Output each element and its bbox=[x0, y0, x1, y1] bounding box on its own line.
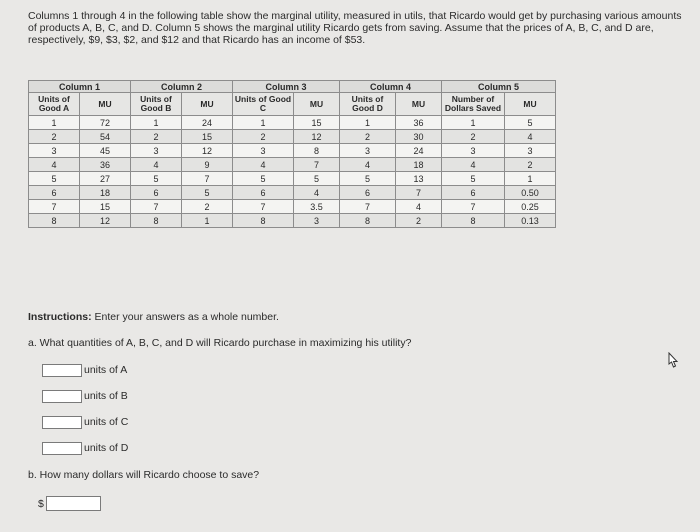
table-row bbox=[29, 116, 556, 130]
table-cell: 1 bbox=[131, 116, 182, 130]
table-cell: 7 bbox=[233, 200, 294, 214]
table-cell: 36 bbox=[80, 158, 131, 172]
table-cell: 13 bbox=[396, 172, 442, 186]
table-cell: 4 bbox=[294, 186, 340, 200]
table-cell: 18 bbox=[396, 158, 442, 172]
column-header: Number of Dollars Saved bbox=[442, 93, 505, 116]
table-cell: 6 bbox=[29, 186, 80, 200]
table-cell: 4 bbox=[131, 158, 182, 172]
table-cell: 2 bbox=[29, 130, 80, 144]
table-cell: 8 bbox=[340, 214, 396, 228]
instructions-label: Instructions: bbox=[28, 311, 92, 323]
table-cell: 7 bbox=[442, 200, 505, 214]
table-cell: 3 bbox=[505, 144, 556, 158]
table-cell: 1 bbox=[442, 116, 505, 130]
table-cell: 1 bbox=[505, 172, 556, 186]
units-c-label: units of C bbox=[84, 416, 129, 428]
units-c-input[interactable] bbox=[42, 416, 82, 429]
column-header: MU bbox=[505, 93, 556, 116]
table-cell: 24 bbox=[182, 116, 233, 130]
table-cell: 5 bbox=[131, 172, 182, 186]
table-cell: 0.50 bbox=[505, 186, 556, 200]
answer-row-a bbox=[42, 363, 127, 377]
table-cell: 4 bbox=[442, 158, 505, 172]
table-cell: 2 bbox=[182, 200, 233, 214]
table-cell: 8 bbox=[131, 214, 182, 228]
table-cell: 0.25 bbox=[505, 200, 556, 214]
table-cell: 12 bbox=[182, 144, 233, 158]
table-cell: 2 bbox=[233, 130, 294, 144]
table-cell: 3 bbox=[442, 144, 505, 158]
instructions-text: Enter your answers as a whole number. bbox=[91, 311, 279, 323]
column-header: Units of Good C bbox=[233, 93, 294, 116]
table-cell: 7 bbox=[396, 186, 442, 200]
column-header: MU bbox=[396, 93, 442, 116]
table-group-header-row bbox=[29, 81, 556, 93]
table-cell: 7 bbox=[340, 200, 396, 214]
table-cell: 6 bbox=[233, 186, 294, 200]
table-cell: 8 bbox=[233, 214, 294, 228]
instructions bbox=[28, 311, 279, 323]
table-cell: 15 bbox=[294, 116, 340, 130]
table-cell: 6 bbox=[442, 186, 505, 200]
answer-row-savings bbox=[38, 496, 103, 511]
table-cell: 18 bbox=[80, 186, 131, 200]
table-cell: 6 bbox=[340, 186, 396, 200]
table-cell: 5 bbox=[29, 172, 80, 186]
dollar-prefix: $ bbox=[38, 497, 44, 510]
column-header: Units of Good D bbox=[340, 93, 396, 116]
table-cell: 4 bbox=[396, 200, 442, 214]
answer-row-d bbox=[42, 441, 128, 455]
table-cell: 1 bbox=[233, 116, 294, 130]
table-cell: 1 bbox=[340, 116, 396, 130]
table-cell: 4 bbox=[505, 130, 556, 144]
table-cell: 5 bbox=[505, 116, 556, 130]
answer-row-c bbox=[42, 415, 128, 429]
table-cell: 7 bbox=[294, 158, 340, 172]
table-column-header-row bbox=[29, 93, 556, 116]
table-cell: 3.5 bbox=[294, 200, 340, 214]
table-cell: 7 bbox=[29, 200, 80, 214]
table-row bbox=[29, 186, 556, 200]
column-header: MU bbox=[182, 93, 233, 116]
table-cell: 5 bbox=[233, 172, 294, 186]
table-row bbox=[29, 214, 556, 228]
units-a-label: units of A bbox=[84, 364, 128, 376]
table-cell: 36 bbox=[396, 116, 442, 130]
table-cell: 15 bbox=[80, 200, 131, 214]
table-body bbox=[29, 116, 556, 228]
table-cell: 7 bbox=[131, 200, 182, 214]
table-cell: 2 bbox=[442, 130, 505, 144]
question-b: b. How many dollars will Ricardo choose to save? bbox=[28, 469, 260, 481]
answer-row-b bbox=[42, 389, 128, 403]
table-row bbox=[29, 130, 556, 144]
table-cell: 6 bbox=[131, 186, 182, 200]
table-cell: 2 bbox=[396, 214, 442, 228]
table-cell: 3 bbox=[340, 144, 396, 158]
group-header: Column 3 bbox=[233, 81, 340, 93]
table-cell: 27 bbox=[80, 172, 131, 186]
units-d-label: units of D bbox=[84, 442, 129, 454]
table-cell: 1 bbox=[182, 214, 233, 228]
table-cell: 3 bbox=[131, 144, 182, 158]
group-header: Column 2 bbox=[131, 81, 233, 93]
table-cell: 30 bbox=[396, 130, 442, 144]
question-a: a. What quantities of A, B, C, and D will Ricardo purchase in maximizing his utility? bbox=[28, 337, 412, 349]
pointer-cursor-icon bbox=[665, 352, 681, 370]
problem-statement: Columns 1 through 4 in the following table show the marginal utility, measured in utils, that Ricardo would get by purchasing various amounts of products A, B, C, and D. Column 5 shows the marginal utility Ricardo gets from saving. Assume that the prices of A, B, C, and D are, respectively, $9, $3, $2, and $12 and that Ricardo has an income of $53. bbox=[28, 10, 682, 46]
table-cell: 2 bbox=[505, 158, 556, 172]
table-row bbox=[29, 158, 556, 172]
table-row bbox=[29, 200, 556, 214]
table-cell: 1 bbox=[29, 116, 80, 130]
column-header: MU bbox=[294, 93, 340, 116]
table-cell: 8 bbox=[29, 214, 80, 228]
table-row bbox=[29, 172, 556, 186]
table-cell: 45 bbox=[80, 144, 131, 158]
table-cell: 3 bbox=[294, 214, 340, 228]
units-b-label: units of B bbox=[84, 390, 128, 402]
group-header: Column 4 bbox=[340, 81, 442, 93]
group-header: Column 5 bbox=[442, 81, 556, 93]
table-cell: 4 bbox=[29, 158, 80, 172]
table-row bbox=[29, 144, 556, 158]
table-cell: 9 bbox=[182, 158, 233, 172]
column-header: Units of Good B bbox=[131, 93, 182, 116]
table-cell: 8 bbox=[442, 214, 505, 228]
table-cell: 5 bbox=[294, 172, 340, 186]
table-cell: 5 bbox=[442, 172, 505, 186]
table-cell: 7 bbox=[182, 172, 233, 186]
dollars-saved-input[interactable] bbox=[46, 496, 101, 511]
units-a-input[interactable] bbox=[42, 364, 82, 377]
units-b-input[interactable] bbox=[42, 390, 82, 403]
table-cell: 12 bbox=[294, 130, 340, 144]
marginal-utility-table bbox=[28, 80, 556, 228]
table-cell: 24 bbox=[396, 144, 442, 158]
table-cell: 4 bbox=[340, 158, 396, 172]
table-cell: 3 bbox=[233, 144, 294, 158]
table-cell: 8 bbox=[294, 144, 340, 158]
group-header: Column 1 bbox=[29, 81, 131, 93]
table-cell: 72 bbox=[80, 116, 131, 130]
column-header: MU bbox=[80, 93, 131, 116]
table-cell: 2 bbox=[340, 130, 396, 144]
table-cell: 3 bbox=[29, 144, 80, 158]
table-cell: 5 bbox=[340, 172, 396, 186]
table-cell: 54 bbox=[80, 130, 131, 144]
table-cell: 15 bbox=[182, 130, 233, 144]
table-cell: 12 bbox=[80, 214, 131, 228]
table-cell: 4 bbox=[233, 158, 294, 172]
table-cell: 5 bbox=[182, 186, 233, 200]
table-cell: 2 bbox=[131, 130, 182, 144]
column-header: Units of Good A bbox=[29, 93, 80, 116]
table-cell: 0.13 bbox=[505, 214, 556, 228]
units-d-input[interactable] bbox=[42, 442, 82, 455]
